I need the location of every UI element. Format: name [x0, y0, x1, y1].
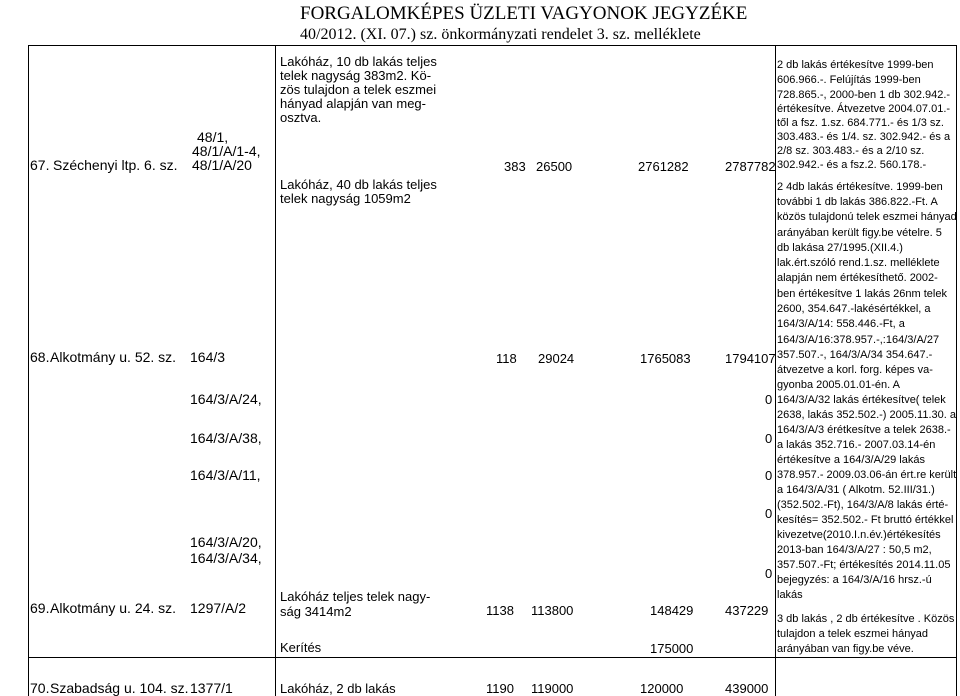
street-name: Szabadság u. 104. sz. [50, 680, 189, 696]
note-line: bejegyzés: a 164/3/A/16 hrsz.-ú [777, 574, 932, 586]
description-line: Lakóház, 40 db lakás teljes [280, 177, 437, 192]
parcel-number: 48/1/A/20 [192, 157, 252, 173]
parcel-number: 1377/1 [190, 680, 233, 696]
note-line: gyonba 2005.01.01-én. A [777, 379, 900, 391]
unit-price: 29024 [538, 351, 575, 366]
note-line: 2013-ban 164/3/A/27 : 50,5 m2, [777, 544, 932, 556]
sub-parcel: 164/3/A/11, [190, 467, 261, 483]
note-line: 728.865.-, 2000-ben 1 db 302.942.- [777, 89, 951, 101]
description-line: hányad alapján van meg- [280, 96, 426, 111]
note-line: ben értékesítve 1 lakás 26nm telek [777, 288, 947, 300]
note-line: 164/3/A/14: 558.446.-Ft, a [777, 318, 905, 330]
note-line: 164/3/A/16:378.957.-,:164/3/A/27 [777, 334, 940, 346]
document-title: FORGALOMKÉPES ÜZLETI VAGYONOK JEGYZÉKE [300, 3, 748, 24]
grid-line [275, 45, 276, 696]
unit-price: 113800 [531, 603, 574, 618]
note-line: 303.483.- és 1/4. sz. 302.942.- és a [777, 131, 951, 143]
sub-parcel-value: 0 [765, 506, 773, 521]
unit-price: 26500 [536, 159, 573, 174]
note-line: 2 db lakás értékesítve 1999-ben [777, 59, 934, 71]
note-line: 606.966.-. Felújítás 1999-ben [777, 74, 921, 86]
grid-line [775, 45, 776, 696]
note-line: kivezetve(2010.I.n.év.)értékesítés [777, 529, 941, 541]
book-value: 2761282 [638, 159, 689, 174]
book-value: 1765083 [640, 351, 691, 366]
description-line: Lakóház, 10 db lakás teljes [280, 54, 437, 69]
sub-parcel: 164/3/A/24, [190, 391, 262, 407]
parcel-number: 48/1, [197, 129, 229, 145]
note-line: lak.ért.szóló rend.1.sz. melléklete [777, 257, 940, 269]
sub-parcel: 164/3/A/20, [190, 534, 262, 550]
description-line: Kerítés [280, 640, 322, 655]
note-line: arányában van figy.be véve. [777, 643, 914, 655]
row-number: 68. [30, 349, 50, 365]
row-number: 69. [30, 600, 50, 616]
note-line: közös tulajdonú telek eszmei hányad [777, 211, 957, 223]
document-subtitle: 40/2012. (XI. 07.) sz. önkormányzati rendelet 3. sz. melléklete [300, 26, 701, 43]
note-line: 164/3/A/3 érétkesítve a telek 2638.- [777, 424, 951, 436]
note-line: 164/3/A/32 lakás értékesítve( telek [777, 394, 946, 406]
note-line: további 1 db lakás 386.822.-Ft. A [777, 196, 938, 208]
note-line: arányában került figy.be vételre. 5 [777, 227, 942, 239]
book-value: 120000 [640, 681, 684, 696]
note-line: től a fsz. 1.sz. 684.771.- és 1/3 sz. [777, 117, 944, 129]
note-line: a lakás 352.716.- 2007.03.14-én [777, 439, 936, 451]
sub-parcel-value: 0 [765, 468, 773, 483]
total-value: 1794107 [725, 351, 776, 366]
note-line: 357.507.-Ft; értékesítés 2014.11.05 [777, 559, 951, 571]
fence-value: 175000 [650, 641, 694, 656]
area-value: 1138 [486, 603, 514, 618]
note-line: 378.957.- 2009.03.06-án ért.re került [777, 469, 957, 481]
note-line: kesítés= 352.502.- Ft bruttó értékkel [777, 514, 954, 526]
description-line: ság 3414m2 [280, 604, 352, 619]
grid-line [28, 45, 29, 696]
description-line: telek nagyság 383m2. Kö- [280, 68, 432, 83]
note-line: tulajdon a telek eszmei hányad [777, 628, 929, 640]
note-line: átvezetve a korl. forg. képes va- [777, 364, 933, 376]
book-value: 148429 [650, 603, 694, 618]
total-value: 439000 [725, 681, 769, 696]
unit-price: 119000 [531, 681, 574, 696]
street-name: Alkotmány u. 24. sz. [50, 600, 177, 616]
description-line: Lakóház teljes telek nagy- [280, 589, 431, 604]
grid-line [28, 45, 956, 46]
area-value: 383 [504, 159, 526, 174]
note-line: 302.942.- és a fsz.2. 560.178.- [777, 159, 927, 171]
total-value: 2787782 [725, 159, 776, 174]
row-number: 67. [30, 157, 50, 173]
total-value: 437229 [725, 603, 769, 618]
grid-line [956, 45, 957, 696]
note-line: alapján nem értékesíthető. 2002- [777, 272, 938, 284]
note-line: értékesítve a 164/3/A/29 lakás [777, 454, 925, 466]
note-line: a 164/3/A/31 ( Alkotm. 52.III/31.) [777, 484, 935, 496]
description-line: telek nagyság 1059m2 [280, 191, 411, 206]
description-line: Lakóház, 2 db lakás [280, 681, 396, 696]
sub-parcel-value: 0 [765, 392, 773, 407]
sub-parcel-value: 0 [765, 431, 773, 446]
parcel-number: 164/3 [190, 349, 226, 365]
note-line: 2638, lakás 352.502.-) 2005.11.30. a [777, 409, 956, 421]
area-value: 118 [496, 351, 517, 366]
note-line: 2/8 sz. 303.483.- és a 2/10 sz. [777, 145, 925, 157]
note-line: 2600, 354.647.-lakésértékkel, a [777, 303, 931, 315]
area-value: 1190 [486, 681, 514, 696]
note-line: 357.507.-, 164/3/A/34 354.647.- [777, 349, 933, 361]
note-line: (352.502.-Ft), 164/3/A/8 lakás érté- [777, 499, 949, 511]
street-name: Alkotmány u. 52. sz. [50, 349, 177, 365]
description-line: zös tulajdon a telek eszmei [280, 82, 437, 97]
note-line: értékesítve. Átvezetve 2004.07.01.- [777, 103, 951, 115]
row-number: 70. [30, 680, 50, 696]
street-name: Széchenyi ltp. 6. sz. [53, 157, 178, 173]
note-line: 3 db lakás , 2 db értékesítve . Közös [777, 613, 955, 625]
parcel-number: 1297/A/2 [190, 600, 247, 616]
note-line: lakás [777, 589, 803, 601]
description-line: osztva. [280, 110, 322, 125]
sub-parcel: 164/3/A/34, [190, 550, 262, 566]
parcel-number: 48/1/A/1-4, [192, 143, 261, 159]
sub-parcel: 164/3/A/38, [190, 430, 262, 446]
note-line: 2 4db lakás értékesítve. 1999-ben [777, 181, 943, 193]
sub-parcel-value: 0 [765, 566, 773, 581]
note-line: db lakása 27/1995.(XII.4.) [777, 242, 903, 254]
